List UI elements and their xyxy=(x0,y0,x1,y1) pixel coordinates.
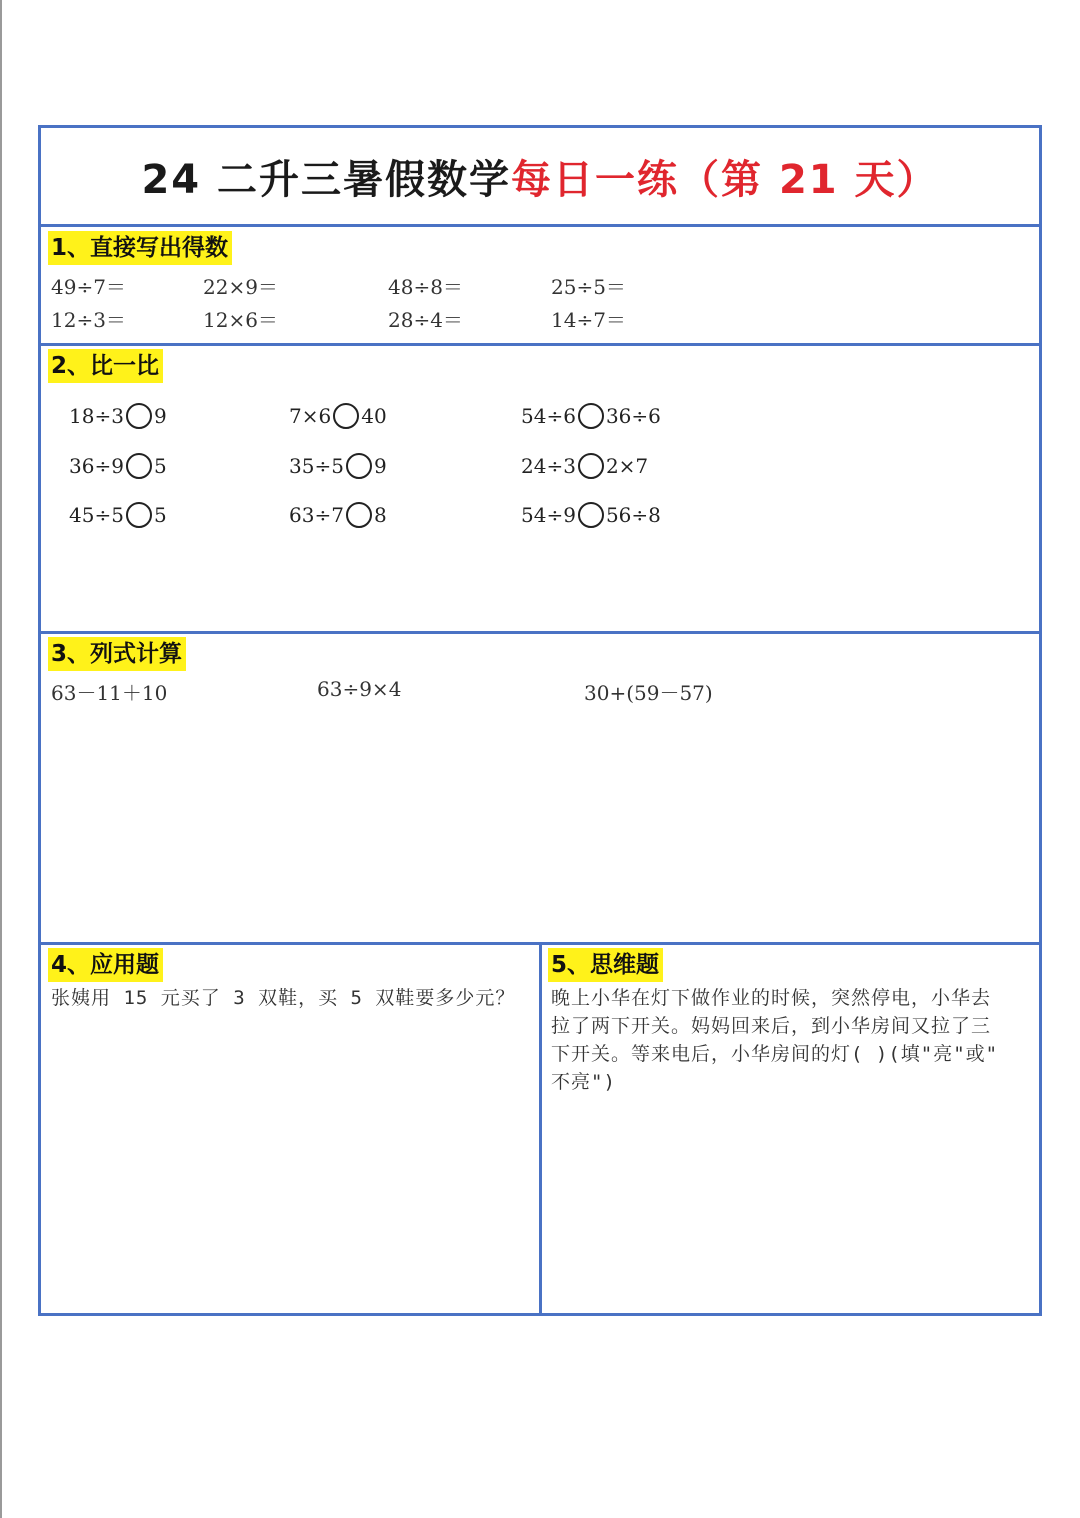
section2-heading: 2、比一比 xyxy=(48,349,163,383)
problem-line: 不亮") xyxy=(551,1071,616,1093)
worksheet-title xyxy=(41,128,1039,224)
compare-item xyxy=(521,502,661,528)
compare-right: 36÷6 xyxy=(605,404,661,428)
compare-left: 7×6 xyxy=(289,404,332,428)
column-divider xyxy=(539,942,542,1313)
answer-circle[interactable] xyxy=(578,403,604,429)
compare-right: 9 xyxy=(373,454,387,478)
compare-left: 54÷6 xyxy=(521,404,576,428)
compare-right: 56÷8 xyxy=(605,503,661,527)
calc-item: 12÷3＝ xyxy=(51,308,126,332)
compare-left: 18÷3 xyxy=(69,404,124,428)
compare-item xyxy=(289,403,387,429)
compare-left: 45÷5 xyxy=(69,503,124,527)
calc-item: 48÷8＝ xyxy=(388,275,463,299)
calc-item: 63÷9×4 xyxy=(317,677,402,701)
answer-circle[interactable] xyxy=(578,502,604,528)
compare-item xyxy=(289,502,387,528)
compare-right: 40 xyxy=(361,404,387,428)
calc-item: 25÷5＝ xyxy=(551,275,626,299)
calc-item: 63－11＋10 xyxy=(51,681,168,705)
compare-right: 9 xyxy=(153,404,167,428)
thinking-problem xyxy=(551,984,1035,1096)
compare-item xyxy=(521,453,648,479)
calc-item: 49÷7＝ xyxy=(51,275,126,299)
compare-item xyxy=(521,403,661,429)
answer-circle[interactable] xyxy=(126,403,152,429)
compare-right: 2×7 xyxy=(605,454,649,478)
answer-circle[interactable] xyxy=(333,403,359,429)
compare-item xyxy=(289,453,387,479)
section5-heading: 5、思维题 xyxy=(548,948,663,982)
divider xyxy=(41,631,1039,634)
calc-item: 14÷7＝ xyxy=(551,308,626,332)
word-problem: 张姨用 15 元买了 3 双鞋，买 5 双鞋要多少元？ xyxy=(51,987,516,1009)
problem-line: 拉了两下开关。妈妈回来后，到小华房间又拉了三 xyxy=(551,1015,992,1037)
section3-heading: 3、列式计算 xyxy=(48,637,186,671)
compare-left: 36÷9 xyxy=(69,454,124,478)
compare-left: 24÷3 xyxy=(521,454,576,478)
answer-circle[interactable] xyxy=(126,502,152,528)
page-edge xyxy=(0,0,2,1518)
answer-circle[interactable] xyxy=(126,453,152,479)
worksheet xyxy=(38,125,1042,1316)
answer-circle[interactable] xyxy=(578,453,604,479)
title-main: 24 二升三暑假数学 xyxy=(141,156,512,203)
compare-right: 5 xyxy=(153,454,167,478)
compare-left: 35÷5 xyxy=(289,454,344,478)
compare-left: 54÷9 xyxy=(521,503,576,527)
problem-line: 下开关。等来电后，小华房间的灯( )(填"亮"或" xyxy=(551,1043,999,1065)
compare-item xyxy=(69,453,167,479)
answer-circle[interactable] xyxy=(346,502,372,528)
divider xyxy=(41,224,1039,227)
calc-item: 12×6＝ xyxy=(203,308,278,332)
answer-circle[interactable] xyxy=(346,453,372,479)
compare-right: 5 xyxy=(153,503,167,527)
calc-item: 22×9＝ xyxy=(203,275,278,299)
compare-item xyxy=(69,403,167,429)
divider xyxy=(41,343,1039,346)
section1-heading: 1、直接写出得数 xyxy=(48,231,232,265)
compare-item xyxy=(69,502,167,528)
calc-item: 30+(59－57) xyxy=(584,681,713,705)
title-highlight: 每日一练（第 21 天） xyxy=(511,156,939,203)
calc-item: 28÷4＝ xyxy=(388,308,463,332)
problem-line: 晚上小华在灯下做作业的时候，突然停电，小华去 xyxy=(551,987,992,1009)
section4-heading: 4、应用题 xyxy=(48,948,163,982)
compare-left: 63÷7 xyxy=(289,503,344,527)
compare-right: 8 xyxy=(373,503,387,527)
